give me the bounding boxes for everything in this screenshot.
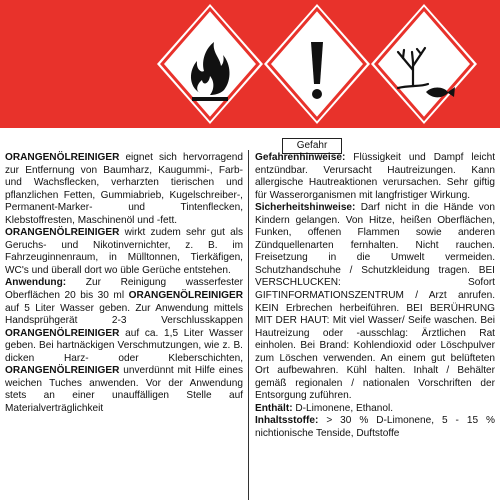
ghs-pictograms (0, 0, 500, 128)
safety-heading: Sicherheitshinweise: (255, 202, 356, 214)
hazard-column (255, 152, 495, 441)
contains-line (255, 403, 495, 416)
product-name: ORANGENÖLREINIGER (5, 365, 120, 377)
odor-paragraph (5, 227, 243, 277)
product-name: ORANGENÖLREINIGER (128, 290, 243, 302)
hazard-heading: Gefahrenhinweise: (255, 152, 346, 163)
usage-section (5, 277, 243, 415)
precautionary-statements (255, 202, 495, 403)
exclamation-pictogram (264, 4, 370, 124)
ingredients-heading: Inhaltsstoffe: (255, 415, 319, 427)
column-divider (248, 150, 249, 500)
usage-heading: Anwendung: (5, 277, 67, 289)
product-name: ORANGENÖLREINIGER (5, 152, 120, 163)
environment-pictogram (371, 4, 477, 124)
product-name: ORANGENÖLREINIGER (5, 327, 120, 339)
safety-text: Darf nicht in die Hände von Kindern gelangen. Von Hitze, heißen Oberflächen, Funken, offenen Flammen sowie anderen Zündquellenarten fernhalten. Nicht rauchen. Freisetzung in die Umwelt vermeiden. Schutzhandschuhe / Schutzkleidung tragen. BEI VERSCHLUCKEN: Sofort GIFTINFORMATIONSZENTRUM / Arzt anrufen. KEIN Erbrechen herbeiführen. BEI BERÜHRUNG MIT DER HAUT: Mit viel Wasser/ Seife waschen. Bei Hautreizung oder -ausschlag: Ärztlichen Rat einholen. Bei Brand: Kohlendioxid oder Löschpulver zum Löschen verwenden. An einem gut belüfteten Ort aufbewahren. Kühl halten. Inhalt / Behälter gemäß regionalen / nationalen Vorschriften der Entsorgung zuführen. (255, 202, 495, 402)
hazard-banner (0, 0, 500, 128)
usage-text: unverdünnt mit Hilfe eines weichen Tuches anwenden. Vor der Anwendung stets an einer unauffälligen Stelle auf Materialverträglichkeit (5, 365, 243, 414)
ingredients-text: > 30 % D-Limonene, 5 - 15 % nichtionische Tenside, Duftstoffe (255, 415, 495, 440)
contains-text: D-Limonene, Ethanol. (292, 402, 394, 414)
odor-text: wirkt zudem sehr gut als Geruchs- und Nikotinvernichter, z. B. im Fahrzeuginnenraum, in Mülltonnen, Tierkäfigen, WC's und überall dort wo üble Gerüche entstehen. (5, 227, 243, 276)
hazard-text: Flüssigkeit und Dampf leicht entzündbar. Verursacht Hautreizungen. Kann allergische Hautreaktionen verursachen. Sehr giftig für Wasserorganismen mit langfristiger Wirkung. (255, 152, 495, 201)
usage-text: auf ca. 1,5 Liter Wasser geben. Bei hartnäckigen Verschmutzungen, wie z. B. dicken Harz- oder Kleberschichten, (5, 327, 243, 364)
ingredients-line (255, 415, 495, 440)
usage-text: auf 5 Liter Wasser geben. Zur Anwendung mittels Handsprühgerät 2-3 Verschlusskappen (5, 302, 243, 327)
description-column (5, 152, 243, 415)
intro-text: eignet sich hervorragend zur Entfernung von Baumharz, Kaugummi-, Farb- und Wachsflecken, verharzten tierischen und pflanzlichen Fetten, Gummiabrieb, Kugelschreiber-, Permanent-Marker- und Tintenflecken, Klebstoffresten, Maschinenöl und -fett. (5, 152, 243, 226)
product-name: ORANGENÖLREINIGER (5, 227, 120, 239)
hazard-statements (255, 152, 495, 202)
flame-pictogram (157, 4, 263, 124)
signal-word-label: Gefahr (282, 138, 342, 154)
intro-paragraph (5, 152, 243, 227)
usage-text: Zur Reinigung wasserfester Oberflächen 20 bis 30 ml (5, 277, 243, 302)
contains-heading: Enthält: (255, 402, 293, 414)
